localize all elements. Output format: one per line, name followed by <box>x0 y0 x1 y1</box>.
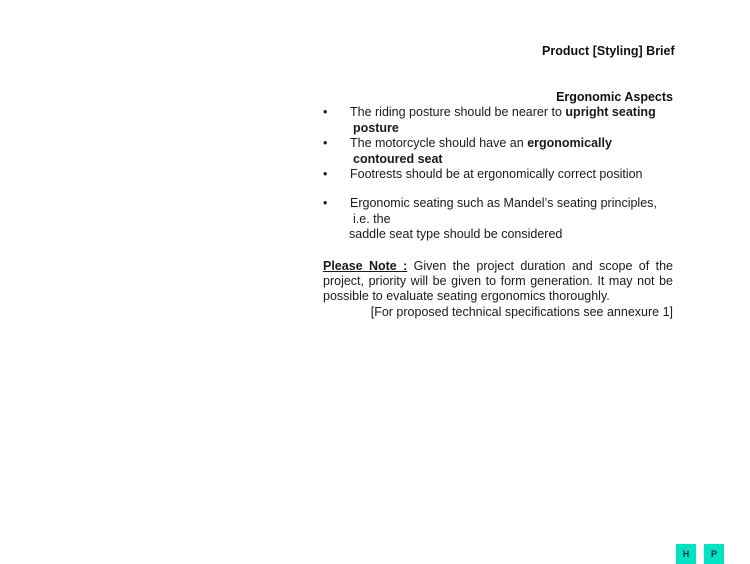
bullet-continuation: posture <box>353 120 399 135</box>
bullet-dot: • <box>323 167 328 182</box>
bullet-dot: • <box>323 196 328 211</box>
bullet-text: Footrests should be at ergonomically correct position <box>350 167 643 182</box>
bullet-text: The motorcycle should have an <box>350 136 528 151</box>
bullet-continuation: contoured seat <box>353 151 443 166</box>
note-label: Please Note : <box>323 258 408 273</box>
please-note <box>323 259 673 305</box>
annexure-reference: [For proposed technical specifications see annexure 1] <box>370 304 673 319</box>
bullet-text: The riding posture should be nearer to <box>350 105 566 120</box>
spacer <box>323 182 673 196</box>
section-heading: Ergonomic Aspects <box>556 90 673 104</box>
previous-button[interactable]: P <box>704 544 724 564</box>
bullet-continuation: saddle seat type should be considered <box>349 227 563 242</box>
bullet-emphasis: upright seating <box>565 105 656 120</box>
page-title: Product [Styling] Brief <box>542 44 675 58</box>
bullet-dot: • <box>323 136 328 151</box>
bullet-item <box>323 196 673 242</box>
bullet-item <box>323 167 673 182</box>
brief-content <box>323 90 673 320</box>
bullet-emphasis: ergonomically <box>527 136 612 151</box>
bullet-item <box>323 136 673 167</box>
note-text: Given the project duration and scope of the project, priority will be given to form generation. It may not be possible to evaluate seating ergonomics thoroughly. <box>323 258 673 304</box>
bullet-dot: • <box>323 105 328 120</box>
bullet-text: Ergonomic seating such as Mandel’s seating principles, <box>350 196 657 211</box>
bullet-continuation: i.e. the <box>353 211 391 226</box>
bullet-item <box>323 105 673 136</box>
home-button[interactable]: H <box>676 544 696 564</box>
